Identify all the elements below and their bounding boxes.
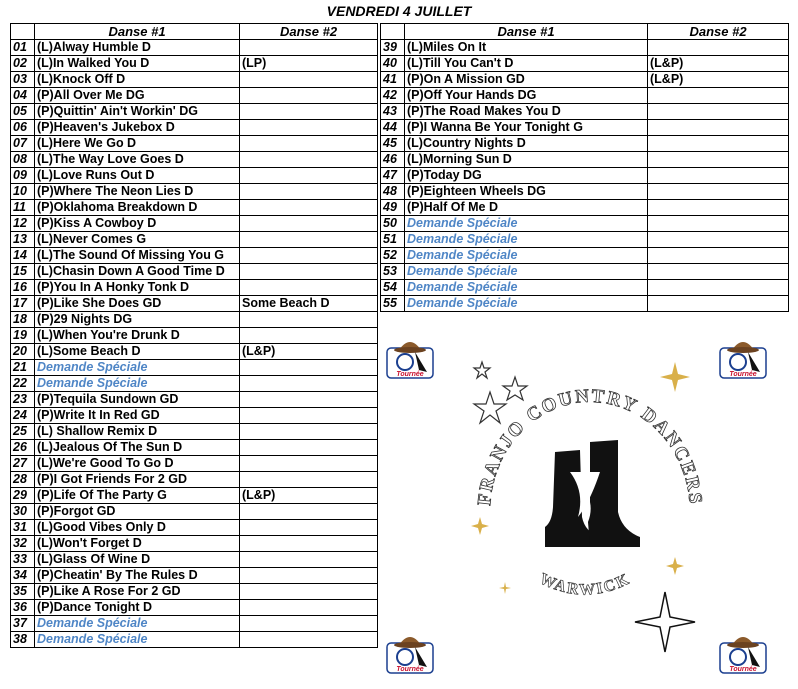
table-row	[11, 520, 378, 536]
badge-text: Tournée	[396, 371, 424, 378]
dance1-cell: (L)Some Beach D	[35, 344, 240, 360]
dance2-cell: (L&P)	[240, 344, 378, 360]
table-row	[381, 104, 789, 120]
dance2-cell	[648, 168, 789, 184]
row-number: 31	[11, 520, 35, 536]
special-request-cell: Demande Spéciale	[405, 216, 648, 232]
dance2-cell	[240, 568, 378, 584]
dance2-cell	[648, 296, 789, 312]
row-number: 35	[11, 584, 35, 600]
table-row	[11, 456, 378, 472]
dance2-cell	[648, 232, 789, 248]
table-row	[11, 360, 378, 376]
table-row	[11, 152, 378, 168]
dance1-cell: (L)Good Vibes Only D	[35, 520, 240, 536]
row-number: 43	[381, 104, 405, 120]
dance1-cell: (L)When You're Drunk D	[35, 328, 240, 344]
dance1-cell: (L)We're Good To Go D	[35, 456, 240, 472]
row-number: 19	[11, 328, 35, 344]
row-number: 28	[11, 472, 35, 488]
tournee-badge-icon	[385, 627, 435, 677]
dance1-cell: (L) Shallow Remix D	[35, 424, 240, 440]
dance1-cell: (L)Here We Go D	[35, 136, 240, 152]
table-row	[11, 424, 378, 440]
dance2-cell	[240, 536, 378, 552]
dance1-cell: (P)I Wanna Be Your Tonight G	[405, 120, 648, 136]
dance2-cell	[240, 168, 378, 184]
table-row	[11, 616, 378, 632]
dance2-cell	[240, 328, 378, 344]
dance2-cell	[648, 40, 789, 56]
table-row	[11, 584, 378, 600]
table-row	[11, 40, 378, 56]
dance1-cell: (P)29 Nights DG	[35, 312, 240, 328]
table-row	[381, 120, 789, 136]
number-header	[381, 24, 405, 40]
row-number: 47	[381, 168, 405, 184]
row-number: 54	[381, 280, 405, 296]
table-row	[11, 408, 378, 424]
dance2-cell	[240, 152, 378, 168]
dance2-cell: (L&P)	[648, 72, 789, 88]
number-header	[11, 24, 35, 40]
dance1-cell: (L)In Walked You D	[35, 56, 240, 72]
row-number: 22	[11, 376, 35, 392]
table-row	[11, 88, 378, 104]
dance1-cell: (L)Miles On It	[405, 40, 648, 56]
table-row	[11, 120, 378, 136]
table-row	[11, 168, 378, 184]
dance2-cell	[240, 88, 378, 104]
row-number: 05	[11, 104, 35, 120]
row-number: 27	[11, 456, 35, 472]
row-number: 41	[381, 72, 405, 88]
dance1-cell: (L)Jealous Of The Sun D	[35, 440, 240, 456]
special-request-cell: Demande Spéciale	[405, 232, 648, 248]
dance2-cell	[240, 104, 378, 120]
table-row	[11, 472, 378, 488]
dance2-cell	[240, 184, 378, 200]
dance2-cell	[240, 504, 378, 520]
franjo-logo	[460, 342, 710, 672]
row-number: 01	[11, 40, 35, 56]
tournee-badge-icon	[718, 332, 768, 382]
dance1-cell: (L)Love Runs Out D	[35, 168, 240, 184]
row-number: 26	[11, 440, 35, 456]
dance-table-right	[380, 23, 789, 312]
dance1-cell: (L)Won't Forget D	[35, 536, 240, 552]
dance1-cell: (L)Till You Can't D	[405, 56, 648, 72]
table-row	[11, 232, 378, 248]
cowboy-boots-icon	[545, 440, 640, 547]
dance1-cell: (P)Like A Rose For 2 GD	[35, 584, 240, 600]
row-number: 08	[11, 152, 35, 168]
special-request-cell: Demande Spéciale	[405, 264, 648, 280]
logo-bottom-text: WARWICK	[536, 570, 634, 599]
table-row	[11, 632, 378, 648]
dance2-cell	[240, 136, 378, 152]
row-number: 14	[11, 248, 35, 264]
dance1-cell: (P)Life Of The Party G	[35, 488, 240, 504]
logo-arc-text: FRANJO COUNTRY DANCERS	[474, 385, 706, 507]
dance2-cell	[648, 248, 789, 264]
dance2-cell	[240, 264, 378, 280]
row-number: 37	[11, 616, 35, 632]
row-number: 39	[381, 40, 405, 56]
row-number: 24	[11, 408, 35, 424]
dance2-cell	[240, 392, 378, 408]
dance1-cell: (P)The Road Makes You D	[405, 104, 648, 120]
row-number: 48	[381, 184, 405, 200]
dance1-cell: (P)Kiss A Cowboy D	[35, 216, 240, 232]
row-number: 12	[11, 216, 35, 232]
logo-area	[380, 327, 788, 689]
header-row	[381, 24, 789, 40]
table-row	[381, 200, 789, 216]
row-number: 04	[11, 88, 35, 104]
table-row	[11, 504, 378, 520]
special-request-cell: Demande Spéciale	[35, 616, 240, 632]
dance1-cell: (L)Never Comes G	[35, 232, 240, 248]
table-row	[381, 216, 789, 232]
dance1-cell: (P)Today DG	[405, 168, 648, 184]
dance1-cell: (L)Knock Off D	[35, 72, 240, 88]
row-number: 49	[381, 200, 405, 216]
dance2-cell	[648, 104, 789, 120]
table-row	[11, 568, 378, 584]
tournee-badge-icon	[718, 627, 768, 677]
table-row	[11, 216, 378, 232]
dance2-cell	[240, 232, 378, 248]
tournee-badge-icon	[385, 332, 435, 382]
row-number: 51	[381, 232, 405, 248]
special-request-cell: Demande Spéciale	[405, 248, 648, 264]
table-row	[381, 264, 789, 280]
dance2-cell	[648, 264, 789, 280]
table-row	[11, 248, 378, 264]
dance1-cell: (P)Forgot GD	[35, 504, 240, 520]
dance1-cell: (L)The Sound Of Missing You G	[35, 248, 240, 264]
row-number: 52	[381, 248, 405, 264]
dance1-cell: (P)Oklahoma Breakdown D	[35, 200, 240, 216]
row-number: 10	[11, 184, 35, 200]
dance2-cell	[240, 248, 378, 264]
dance2-cell	[240, 440, 378, 456]
dance1-header: Danse #1	[35, 24, 240, 40]
row-number: 32	[11, 536, 35, 552]
dance1-header: Danse #1	[405, 24, 648, 40]
table-row	[11, 536, 378, 552]
row-number: 44	[381, 120, 405, 136]
dance2-cell	[240, 520, 378, 536]
table-row	[11, 328, 378, 344]
dance2-cell	[648, 200, 789, 216]
row-number: 18	[11, 312, 35, 328]
table-row	[381, 136, 789, 152]
row-number: 09	[11, 168, 35, 184]
table-row	[11, 72, 378, 88]
special-request-cell: Demande Spéciale	[35, 376, 240, 392]
row-number: 15	[11, 264, 35, 280]
row-number: 11	[11, 200, 35, 216]
row-number: 16	[11, 280, 35, 296]
dance2-cell	[648, 216, 789, 232]
dance1-cell: (P)You In A Honky Tonk D	[35, 280, 240, 296]
table-row	[11, 440, 378, 456]
special-request-cell: Demande Spéciale	[405, 296, 648, 312]
dance1-cell: (L)Alway Humble D	[35, 40, 240, 56]
dance2-cell	[240, 408, 378, 424]
table-row	[11, 104, 378, 120]
row-number: 55	[381, 296, 405, 312]
dance1-cell: (P)Off Your Hands DG	[405, 88, 648, 104]
table-row	[11, 264, 378, 280]
dance1-cell: (P)I Got Friends For 2 GD	[35, 472, 240, 488]
dance1-cell: (P)Like She Does GD	[35, 296, 240, 312]
badge-text: Tournée	[729, 666, 757, 673]
dance-table-left	[10, 23, 378, 648]
dance2-cell	[648, 280, 789, 296]
dance2-cell	[240, 472, 378, 488]
dance2-cell	[240, 200, 378, 216]
badge-text: Tournée	[729, 371, 757, 378]
dance2-cell	[648, 120, 789, 136]
dance2-cell	[648, 136, 789, 152]
dance2-cell	[240, 376, 378, 392]
table-row	[381, 72, 789, 88]
table-row	[381, 296, 789, 312]
table-row	[11, 552, 378, 568]
row-number: 53	[381, 264, 405, 280]
dance2-header: Danse #2	[648, 24, 789, 40]
row-number: 29	[11, 488, 35, 504]
header-row	[11, 24, 378, 40]
row-number: 30	[11, 504, 35, 520]
dance1-cell: (P)Quittin' Ain't Workin' DG	[35, 104, 240, 120]
row-number: 34	[11, 568, 35, 584]
row-number: 03	[11, 72, 35, 88]
row-number: 40	[381, 56, 405, 72]
row-number: 25	[11, 424, 35, 440]
dance1-cell: (P)Write It In Red GD	[35, 408, 240, 424]
dance1-cell: (L)The Way Love Goes D	[35, 152, 240, 168]
row-number: 38	[11, 632, 35, 648]
dance1-cell: (P)Dance Tonight D	[35, 600, 240, 616]
dance1-cell: (L)Country Nights D	[405, 136, 648, 152]
special-request-cell: Demande Spéciale	[405, 280, 648, 296]
table-row	[381, 184, 789, 200]
row-number: 42	[381, 88, 405, 104]
row-number: 13	[11, 232, 35, 248]
dance1-cell: (P)Eighteen Wheels DG	[405, 184, 648, 200]
dance2-cell	[240, 40, 378, 56]
table-row	[381, 40, 789, 56]
dance2-cell	[240, 120, 378, 136]
row-number: 02	[11, 56, 35, 72]
row-number: 07	[11, 136, 35, 152]
dance2-cell	[648, 184, 789, 200]
dance2-cell: (L&P)	[648, 56, 789, 72]
table-row	[11, 184, 378, 200]
special-request-cell: Demande Spéciale	[35, 632, 240, 648]
table-row	[11, 280, 378, 296]
dance2-cell	[648, 88, 789, 104]
dance2-cell: (L&P)	[240, 488, 378, 504]
dance2-cell	[240, 552, 378, 568]
table-row	[381, 88, 789, 104]
table-row	[11, 200, 378, 216]
dance2-cell	[240, 216, 378, 232]
row-number: 45	[381, 136, 405, 152]
row-number: 36	[11, 600, 35, 616]
special-request-cell: Demande Spéciale	[35, 360, 240, 376]
row-number: 46	[381, 152, 405, 168]
dance2-cell	[240, 616, 378, 632]
dance1-cell: (P)Cheatin' By The Rules D	[35, 568, 240, 584]
row-number: 50	[381, 216, 405, 232]
dance1-cell: (P)All Over Me DG	[35, 88, 240, 104]
star-icon	[635, 592, 695, 652]
dance2-cell	[240, 600, 378, 616]
badge-text: Tournée	[396, 666, 424, 673]
dance1-cell: (P)Half Of Me D	[405, 200, 648, 216]
dance1-cell: (L)Morning Sun D	[405, 152, 648, 168]
dance2-cell: Some Beach D	[240, 296, 378, 312]
dance2-cell	[240, 456, 378, 472]
row-number: 17	[11, 296, 35, 312]
table-row	[11, 600, 378, 616]
dance2-cell	[240, 424, 378, 440]
table-row	[381, 168, 789, 184]
row-number: 21	[11, 360, 35, 376]
table-row	[381, 56, 789, 72]
table-row	[381, 232, 789, 248]
row-number: 33	[11, 552, 35, 568]
dance2-cell: (LP)	[240, 56, 378, 72]
table-row	[11, 344, 378, 360]
dance1-cell: (L)Glass Of Wine D	[35, 552, 240, 568]
table-row	[11, 296, 378, 312]
table-row	[381, 152, 789, 168]
dance2-cell	[240, 632, 378, 648]
dance2-cell	[240, 312, 378, 328]
dance1-cell: (P)On A Mission GD	[405, 72, 648, 88]
dance2-cell	[648, 152, 789, 168]
dance2-cell	[240, 280, 378, 296]
table-row	[11, 312, 378, 328]
row-number: 20	[11, 344, 35, 360]
dance1-cell: (P)Heaven's Jukebox D	[35, 120, 240, 136]
dance1-cell: (P)Where The Neon Lies D	[35, 184, 240, 200]
row-number: 06	[11, 120, 35, 136]
dance2-header: Danse #2	[240, 24, 378, 40]
row-number: 23	[11, 392, 35, 408]
table-row	[11, 392, 378, 408]
dance2-cell	[240, 72, 378, 88]
dance2-cell	[240, 360, 378, 376]
page-title: VENDREDI 4 JUILLET	[326, 3, 472, 19]
dance1-cell: (L)Chasin Down A Good Time D	[35, 264, 240, 280]
dance1-cell: (P)Tequila Sundown GD	[35, 392, 240, 408]
table-row	[11, 488, 378, 504]
table-row	[381, 280, 789, 296]
table-row	[11, 376, 378, 392]
dance2-cell	[240, 584, 378, 600]
svg-text:WARWICK	[537, 570, 633, 598]
table-row	[381, 248, 789, 264]
table-row	[11, 56, 378, 72]
table-row	[11, 136, 378, 152]
